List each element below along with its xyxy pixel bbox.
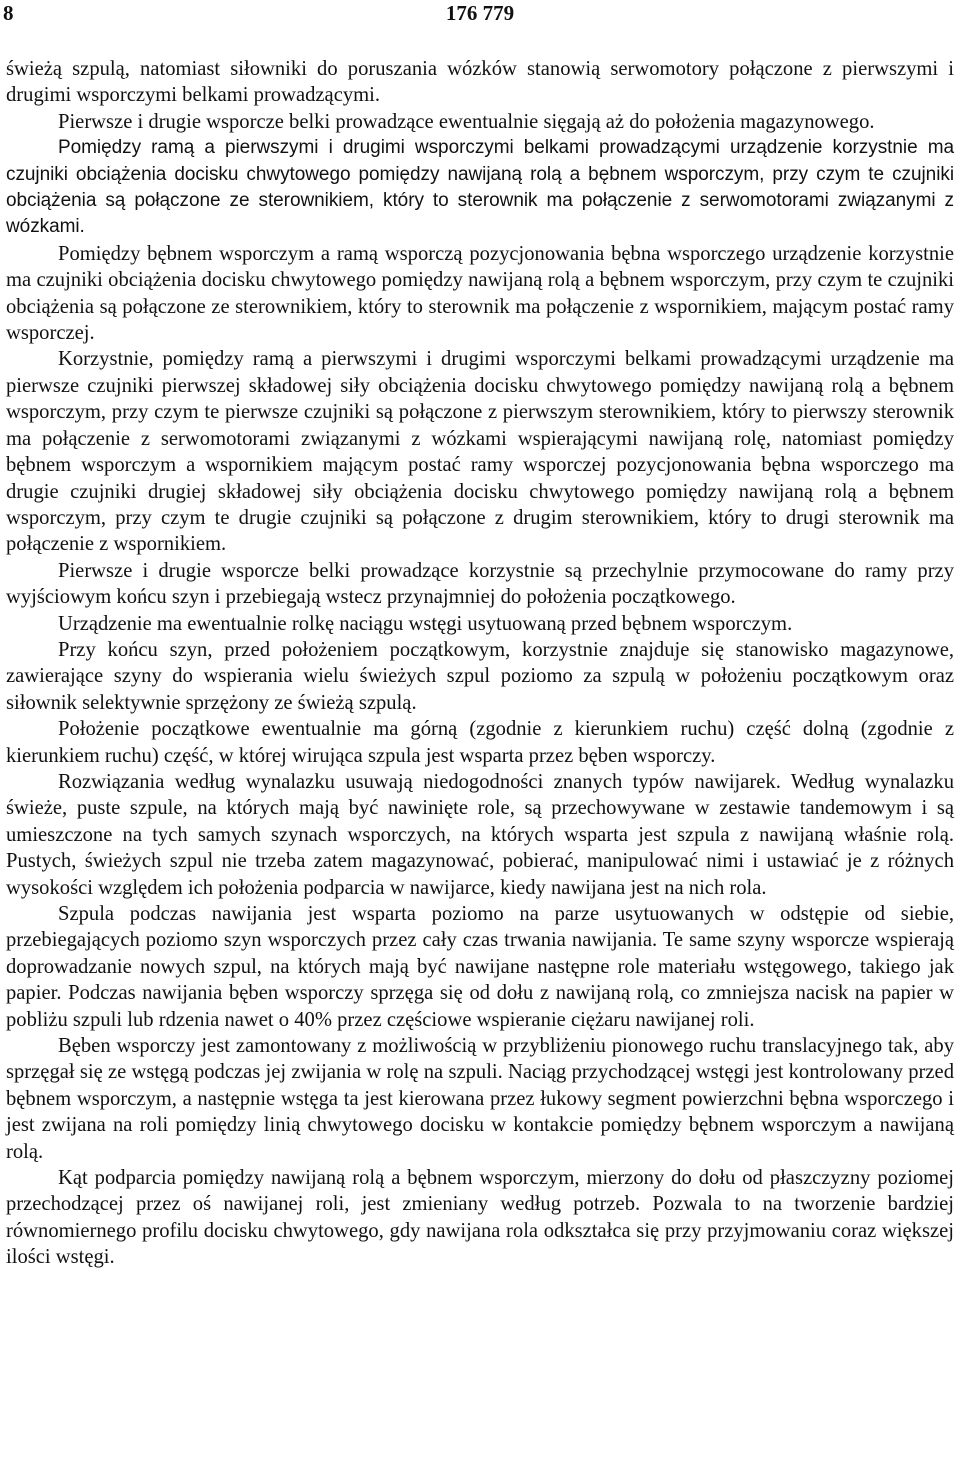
paragraph: Korzystnie, pomiędzy ramą a pierwszymi i drugimi wsporczymi belkami prowadzącymi urządzenie ma pierwsze czujniki pierwszej składowej siły obciążenia docisku chwytowego pomiędzy nawijaną rolą a bębnem wsporczym, przy czym te pierwsze czujniki są połączone z pierwszym sterownikiem, który to pierwszy sterownik ma połączenie z serwomotorami związanymi z wózkami wspierającymi nawijaną rolę, natomiast pomiędzy bębnem wsporczym a wspornikiem mającym postać ramy wsporczej pozycjonowania bębna wsporczego ma drugie czujniki drugiej składowej siły obciążenia docisku chwytowego pomiędzy nawijaną rolą a bębnem wsporczym, przy czym te drugie czujniki są połączone z drugim sterownikiem, który to drugi sterownik ma połączenie z wspornikiem. — [6, 348, 954, 556]
paragraph: Urządzenie ma ewentualnie rolkę naciągu wstęgi usytuowaną przed bębnem wsporczym. — [58, 612, 793, 635]
paragraph: Pierwsze i drugie wsporcze belki prowadzące korzystnie są przechylnie przymocowane do ramy przy wyjściowym końcu szyn i przebiegają wstecz przynajmniej do położenia początkowego. — [6, 559, 954, 609]
paragraph: Pomiędzy bębnem wsporczym a ramą wsporczą pozycjonowania bębna wsporczego urządzenie korzystnie ma czujniki obciążenia docisku chwytowego pomiędzy nawijaną rolą a bębnem wsporczym, przy czym te czujniki obciążenia są połączone ze sterownikiem, który to sterownik ma połączenie z wspornikiem, mającym postać ramy wsporczej. — [6, 242, 954, 345]
paragraph: świeżą szpulą, natomiast siłowniki do poruszania wózków stanowią serwomotory połączone z pierwszymi i drugimi wsporczymi belkami prowadzącymi. — [6, 58, 954, 107]
paragraph: Przy końcu szyn, przed położeniem początkowym, korzystnie znajduje się stanowisko magazynowe, zawierające szyny do wspierania wielu świeżych szpul poziomo za szpulą w położeniu początkowym oraz siłownik selektywnie sprzężony ze świeżą szpulą. — [6, 638, 954, 714]
paragraph: Szpula podczas nawijania jest wsparta poziomo na parze usytuowanych w odstępie od siebie, przebiegających poziomo szyn wsporczych przez cały czas trwania nawijania. Te same szyny wsporcze wspierają doprowadzanie nowych szpul, na których mają być nawijane następne role materiału wstęgowego, takiego jak papier. Podczas nawijania bęben wsporczy sprzęga się od dołu z nawijaną rolą, co zmniejsza nacisk na papier w pobliżu szpuli lub rdzenia nawet o 40% przez częściowe wspieranie ciężaru nawijanej roli. — [6, 903, 954, 1031]
page-header — [0, 0, 960, 30]
paragraph: Rozwiązania według wynalazku usuwają niedogodności znanych typów nawijarek. Według wynalazku świeże, puste szpule, na których mają być nawinięte role, są przechowywane w zestawie tandemowym i są umieszczone na tych samych szynach wsporczych, na których wsparta jest szpula z nawijaną właśnie rolą. Pustych, świeżych szpul nie trzeba zatem magazynować, pobierać, manipulować nimi i ustawiać je z różnych wysokości względem ich położenia podparcia w nawijarce, kiedy nawijana jest na nich rola. — [6, 770, 954, 899]
paragraph: Bęben wsporczy jest zamontowany z możliwością w przybliżeniu pionowego ruchu translacyjnego tak, aby sprzęgał się ze wstęgą podczas jej zwijania w rolę na szpuli. Naciąg przychodzącej wstęgi jest kontrolowany przed bębnem wsporczym, a następnie wstęga ta jest kierowana przez łukowy segment powierzchni bębna wsporczego i jest zwijana na roli pomiędzy linią chwytowego docisku w kontakcie pomiędzy bębnem wsporczym a nawijaną rolą. — [6, 1035, 954, 1163]
patent-number: 176 779 — [445, 1, 515, 25]
page-number: 8 — [3, 1, 14, 25]
paragraph: Pomiędzy ramą a pierwszymi i drugimi wsporczymi belkami prowadzącymi urządzenie korzystnie ma czujniki obciążenia docisku chwytowego pomiędzy nawijaną rolą a bębnem wsporczym, przy czym te czujniki obciążenia są połączone ze sterownikiem, który to sterownik ma połączenie z serwomotorami związanymi z wózkami. — [6, 137, 954, 238]
paragraph: Pierwsze i drugie wsporcze belki prowadzące ewentualnie sięgają aż do położenia magazynowego. — [58, 110, 875, 133]
body-text — [6, 56, 954, 1271]
paragraph: Kąt podparcia pomiędzy nawijaną rolą a bębnem wsporczym, mierzony do dołu od płaszczyzny poziomej przechodzącej przez oś nawijanej roli, jest zmieniany według potrzeb. Pozwala to na tworzenie bardziej równomiernego profilu docisku chwytowego, gdy nawijana rola odkształca się przy przyjmowaniu coraz większej ilości wstęgi. — [6, 1167, 954, 1269]
paragraph: Położenie początkowe ewentualnie ma górną (zgodnie z kierunkiem ruchu) część dolną (zgodnie z kierunkiem ruchu) część, w której wirująca szpula jest wsparta przez bęben wsporczy. — [6, 718, 954, 767]
